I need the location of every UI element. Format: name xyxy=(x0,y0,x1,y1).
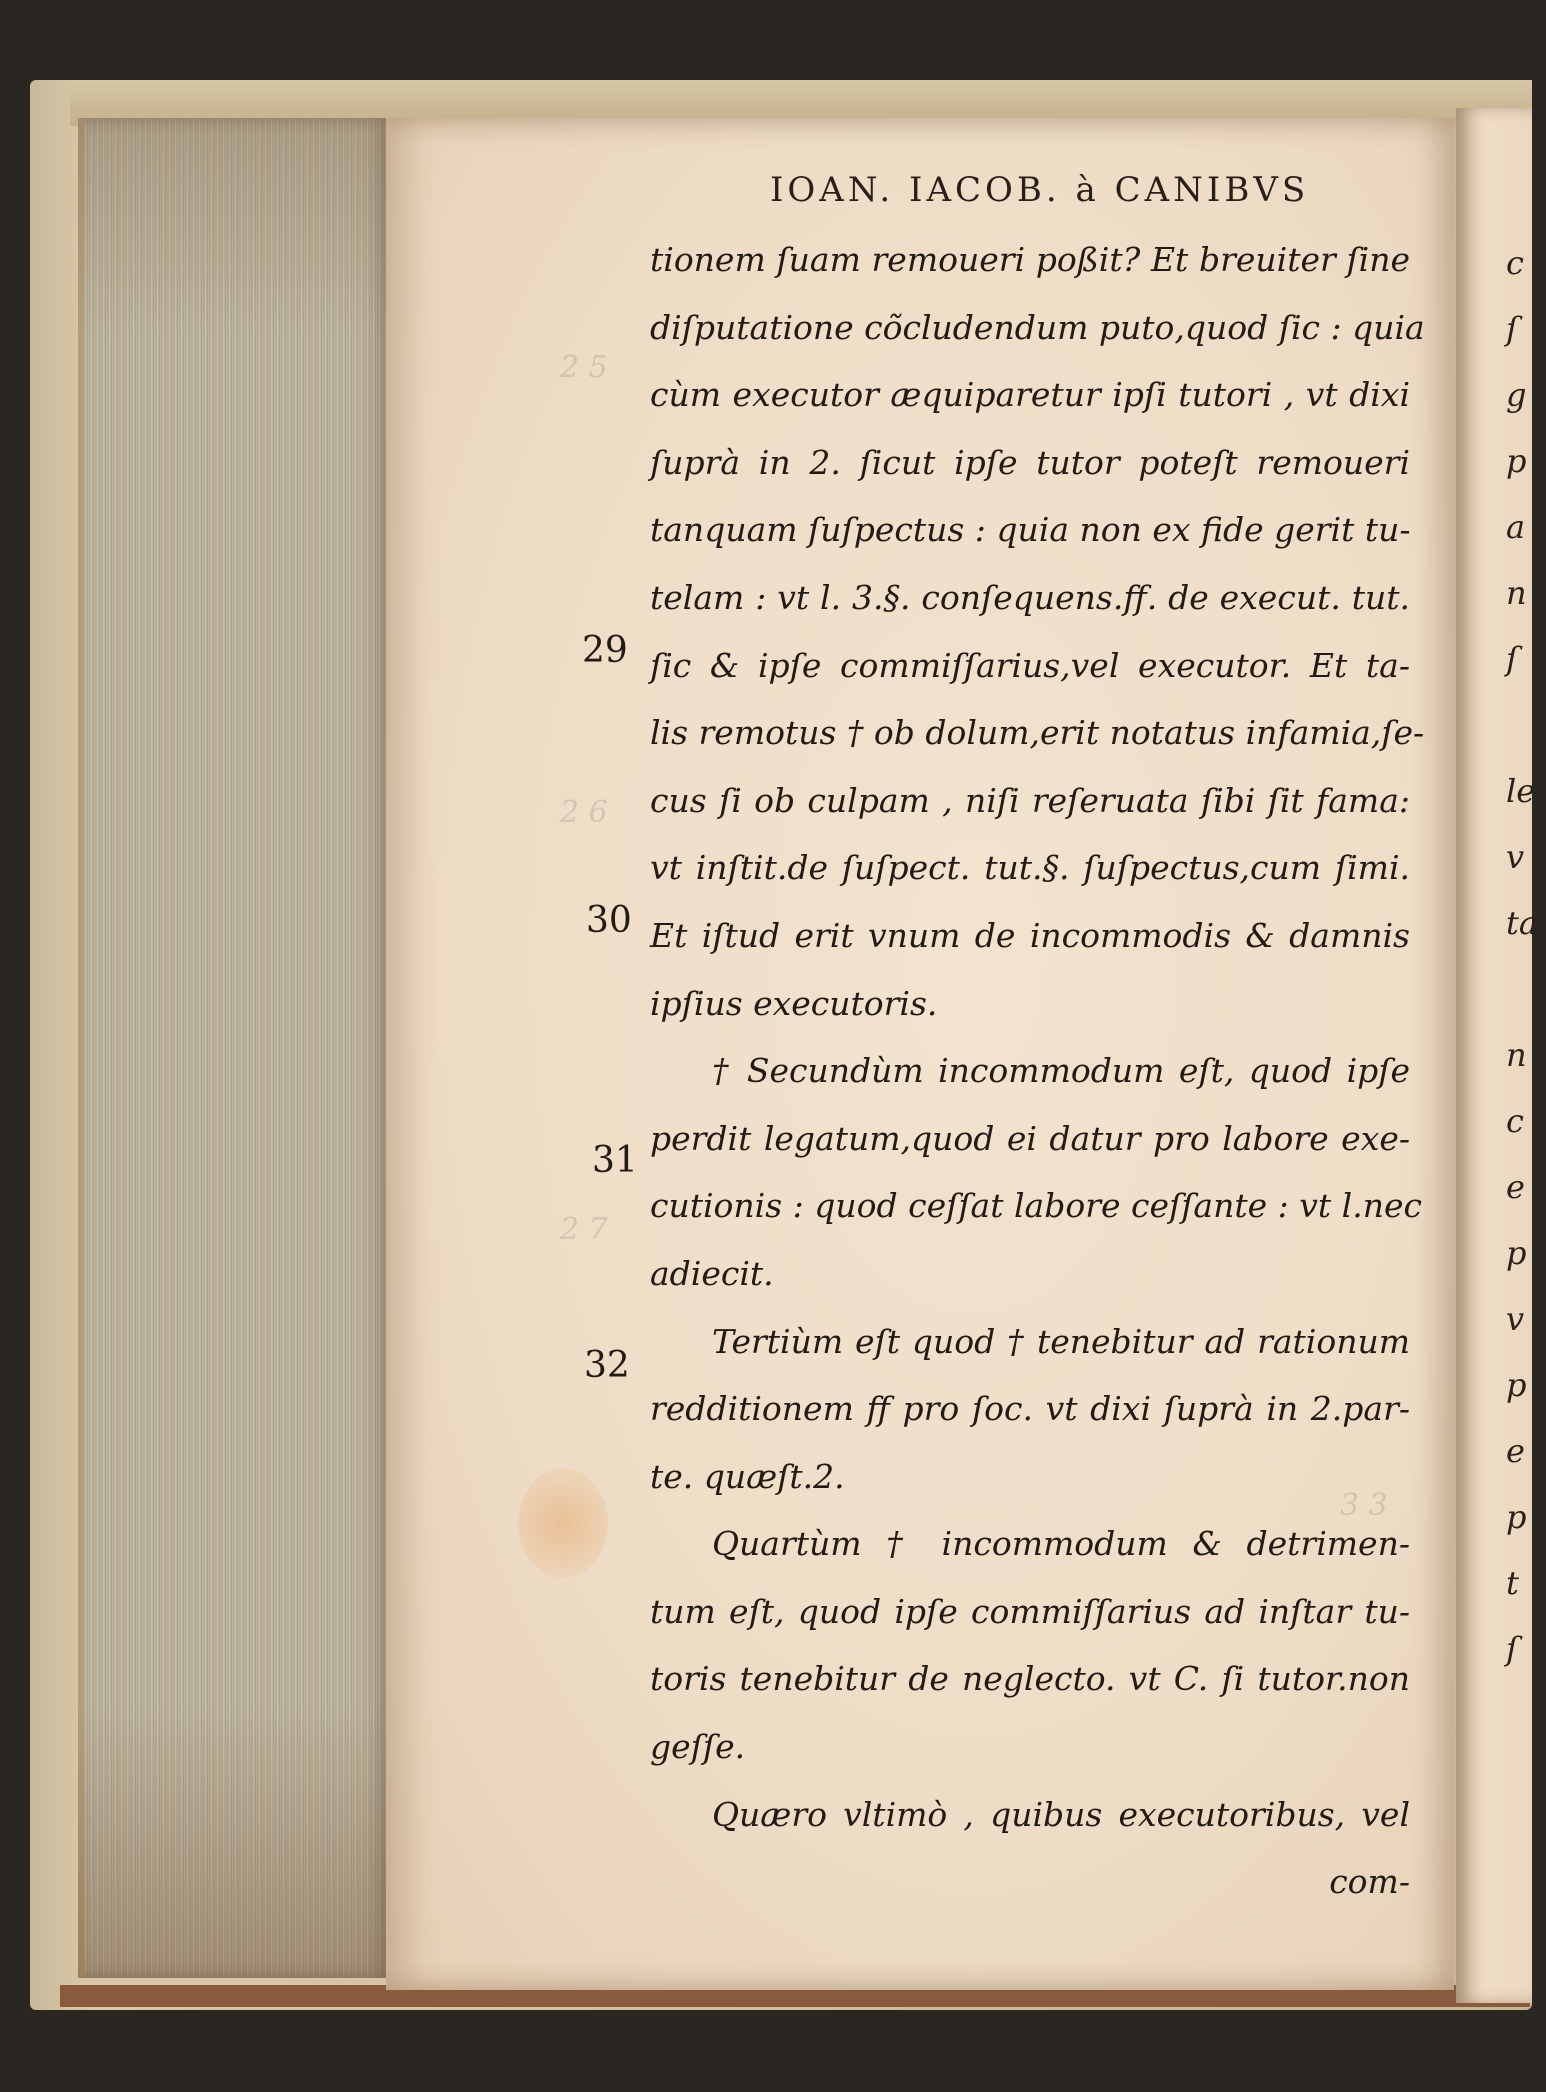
facing-page-letter: t xyxy=(1506,1564,1519,1602)
facing-page-letter: e xyxy=(1506,1432,1525,1470)
facing-page-letter: v xyxy=(1506,1300,1525,1338)
facing-page-letter: g xyxy=(1506,376,1527,414)
text-line: Quæro vltimò , quibus executoribus, vel xyxy=(712,1794,1410,1834)
text-line: geſſe. xyxy=(650,1727,746,1767)
facing-page-letter: ta xyxy=(1506,904,1538,942)
text-line: cùm executor æquiparetur ipſi tutori , vt dixi xyxy=(650,375,1410,415)
facing-page-letter: a xyxy=(1506,508,1526,546)
show-through-mark: 2 7 xyxy=(560,1212,608,1247)
facing-page-letter: c xyxy=(1506,1102,1524,1140)
facing-page-letter: c xyxy=(1506,244,1524,282)
text-line: redditionem ff pro ſoc. vt dixi ſuprà in 2.par- xyxy=(650,1389,1410,1429)
facing-page-letter: e xyxy=(1506,1168,1525,1206)
facing-page-letter: ſ xyxy=(1506,640,1518,678)
page-stack-shadow xyxy=(78,118,388,1978)
margin-number: 29 xyxy=(582,630,628,671)
show-through-mark: 2 6 xyxy=(560,795,608,830)
facing-page-letters xyxy=(1506,230,1546,1814)
text-line: Tertiùm eſt quod † tenebitur ad rationum xyxy=(712,1321,1410,1361)
text-line: diſputatione cõcludendum puto,quod ſic : quia xyxy=(650,307,1425,347)
show-through-mark: 2 5 xyxy=(560,350,608,385)
text-line: perdit legatum,quod ei datur pro labore exe- xyxy=(650,1118,1410,1158)
text-line: lis remotus † ob dolum,erit notatus infamia,ſe- xyxy=(650,713,1425,753)
text-line: vt inſtit.de ſuſpect. tut.§. ſuſpectus,cum ſimi. xyxy=(650,848,1410,888)
text-line: toris tenebitur de neglecto. vt C. ſi tutor.non xyxy=(650,1659,1410,1699)
text-line: adiecit. xyxy=(650,1253,774,1293)
text-line: tionem ſuam remoueri poßit? Et breuiter ſine xyxy=(650,240,1410,279)
text-line: Quartùm † incommodum & detrimen- xyxy=(712,1524,1410,1564)
facing-page-letter: p xyxy=(1506,1234,1527,1272)
facing-page-letter xyxy=(1506,692,1546,758)
show-through-mark: 3 3 xyxy=(1340,1488,1388,1523)
text-line: ipſius executoris. xyxy=(650,983,938,1023)
facing-page-letter: ſ xyxy=(1506,1630,1518,1668)
text-line: Et iſtud erit vnum de incommodis & damnis xyxy=(650,915,1410,955)
margin-number: 32 xyxy=(584,1345,630,1386)
facing-page-letter: p xyxy=(1506,1498,1527,1536)
text-line: tanquam ſuſpectus : quia non ex fide gerit tu- xyxy=(650,510,1411,550)
facing-page-letter xyxy=(1506,1748,1546,1814)
facing-page-letter: ſ xyxy=(1506,310,1518,348)
text-line: ſic & ipſe commiſſarius,vel executor. Et ta- xyxy=(650,645,1410,685)
facing-page-letter: le xyxy=(1506,772,1536,810)
facing-page-letter: n xyxy=(1506,574,1527,612)
facing-page-letter: p xyxy=(1506,1366,1527,1404)
margin-number: 30 xyxy=(586,900,632,941)
text-line: telam : vt l. 3.§. conſequens.ff. de execut. tut. xyxy=(650,577,1410,617)
facing-page-letter: v xyxy=(1506,838,1525,876)
margin-number: 31 xyxy=(592,1140,638,1181)
text-line: te. quæſt.2. xyxy=(650,1456,845,1496)
text-line: † Secundùm incommodum eſt, quod ipſe xyxy=(712,1051,1410,1091)
facing-page-letter: n xyxy=(1506,1036,1527,1074)
running-head: IOAN. IACOB. à CANIBVS xyxy=(770,170,1310,210)
catchword: com- xyxy=(1329,1862,1410,1902)
text-line: cus ſi ob culpam , niſi reſeruata ſibi ſit fama: xyxy=(650,780,1410,820)
facing-page-letter xyxy=(1506,956,1546,1022)
body-text xyxy=(650,226,1425,1916)
text-line: cutionis : quod ceſſat labore ceſſante : vt l.nec xyxy=(650,1186,1422,1226)
page-stain xyxy=(518,1468,608,1578)
facing-page-letter xyxy=(1506,1682,1546,1748)
facing-page-letter: p xyxy=(1506,442,1527,480)
text-line: tum eſt, quod ipſe commiſſarius ad inſtar tu- xyxy=(650,1591,1410,1631)
text-line: ſuprà in 2. ſicut ipſe tutor poteſt remoueri xyxy=(650,442,1410,482)
